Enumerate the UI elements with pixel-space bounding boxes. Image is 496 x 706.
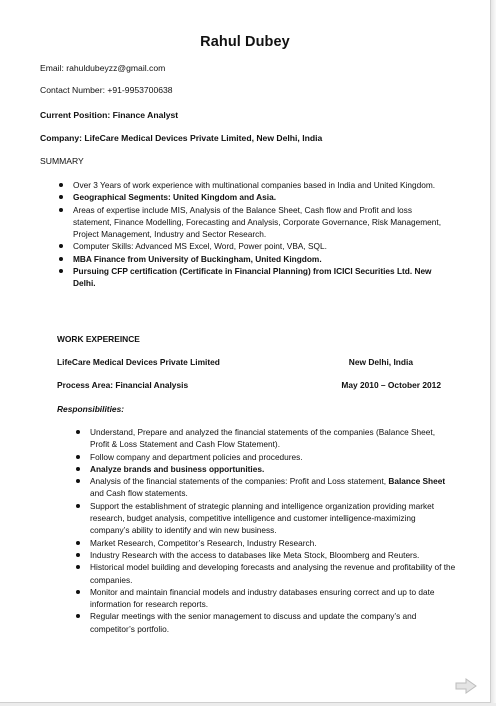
current-position: Current Position: Finance Analyst <box>40 110 179 120</box>
responsibility-text: Support the establishment of strategic planning and intelligence organization providing market research, budget analysis, competitive intelligence and customer intelligence-maximizing company’s ability to identify and win new business. <box>90 500 435 536</box>
bullet-icon <box>76 455 80 459</box>
employer-row <box>57 357 441 367</box>
summary-text: Pursuing CFP certification (Certificate in Financial Planning) from ICICI Securities Ltd. New Delhi. <box>73 266 432 289</box>
summary-item <box>73 265 453 290</box>
bullet-icon <box>76 553 80 557</box>
employment-dates: May 2010 – October 2012 <box>341 380 441 390</box>
phone-line: Contact Number: +91-9953700638 <box>40 85 173 95</box>
responsibility-item <box>90 475 456 500</box>
process-area-row <box>57 380 441 390</box>
next-arrow-icon[interactable] <box>455 678 477 694</box>
email-line: Email: rahuldubeyzz@gmail.com <box>40 63 166 73</box>
responsibility-item <box>90 561 456 586</box>
page-shadow-right <box>491 0 496 706</box>
process-area: Process Area: Financial Analysis <box>57 380 189 390</box>
summary-text: Geographical Segments: United Kingdom and Asia. <box>73 192 276 203</box>
responsibility-item <box>90 426 456 451</box>
responsibility-item <box>90 463 456 475</box>
responsibility-bold-text: Balance Sheet <box>388 476 446 487</box>
summary-item <box>73 204 453 241</box>
responsibility-text: Understand, Prepare and analyzed the financial statements of the companies (Balance Sheet, Profit & Loss Statement and Cash Flow Statement). <box>90 427 435 450</box>
bullet-icon <box>76 504 80 508</box>
responsibility-text: Regular meetings with the senior management to discuss and update the company’s and competitor’s portfolio. <box>90 611 417 634</box>
employer-location: New Delhi, India <box>348 357 413 367</box>
summary-text: Areas of expertise include MIS, Analysis of the Balance Sheet, Cash flow and Profit and loss statement, Finance Modelling, Forecasting and Analysis, Corporate Governance, Risk Management, Project Management, Industry and Sector Research. <box>73 204 442 240</box>
bullet-icon <box>76 541 80 545</box>
responsibility-item <box>90 610 456 635</box>
responsibility-item <box>90 500 456 537</box>
responsibility-text: Follow company and department policies and procedures. <box>90 451 303 462</box>
summary-list <box>73 179 453 290</box>
bullet-icon <box>76 590 80 594</box>
responsibility-text: Analysis of the financial statements of the companies: Profit and Loss statement, <box>90 476 389 487</box>
responsibility-item <box>90 537 456 549</box>
responsibility-text: Market Research, Competitor’s Research, Industry Research. <box>90 537 317 548</box>
bullet-icon <box>59 208 63 212</box>
responsibility-item <box>90 451 456 463</box>
summary-item <box>73 179 453 191</box>
employer-name: LifeCare Medical Devices Private Limited <box>57 357 220 367</box>
responsibility-text: Industry Research with the access to databases like Meta Stock, Bloomberg and Reuters. <box>90 549 420 560</box>
bullet-icon <box>76 430 80 434</box>
company-line: Company: LifeCare Medical Devices Private Limited, New Delhi, India <box>40 133 323 143</box>
summary-text: Over 3 Years of work experience with multinational companies based in India and United Kingdom. <box>73 180 436 190</box>
responsibility-text: Monitor and maintain financial models and industry databases ensuring correct and up to date information for research reports. <box>90 586 435 610</box>
responsibility-text: Analyze brands and business opportunities. <box>90 463 265 474</box>
responsibility-text: Historical model building and developing forecasts and analysing the revenue and profitability of the companies. <box>90 562 456 585</box>
summary-text: MBA Finance from University of Buckingham, United Kingdom. <box>73 253 322 264</box>
bullet-icon <box>59 183 63 187</box>
bullet-icon <box>76 467 80 471</box>
summary-text: Computer Skills: Advanced MS Excel, Word, Power point, VBA, SQL. <box>73 241 327 252</box>
responsibility-item <box>90 586 456 611</box>
responsibility-item <box>90 549 456 561</box>
summary-item <box>73 240 453 252</box>
bullet-icon <box>59 257 63 261</box>
work-experience-heading: WORK EXPEREINCE <box>57 334 140 344</box>
summary-item <box>73 191 453 203</box>
responsibilities-heading: Responsibilities: <box>57 404 125 414</box>
candidate-name: Rahul Dubey <box>200 34 290 50</box>
summary-heading: SUMMARY <box>40 156 84 166</box>
responsibility-tail-text: and Cash flow statements. <box>90 488 188 499</box>
summary-item <box>73 253 453 265</box>
responsibilities-list <box>90 426 456 635</box>
